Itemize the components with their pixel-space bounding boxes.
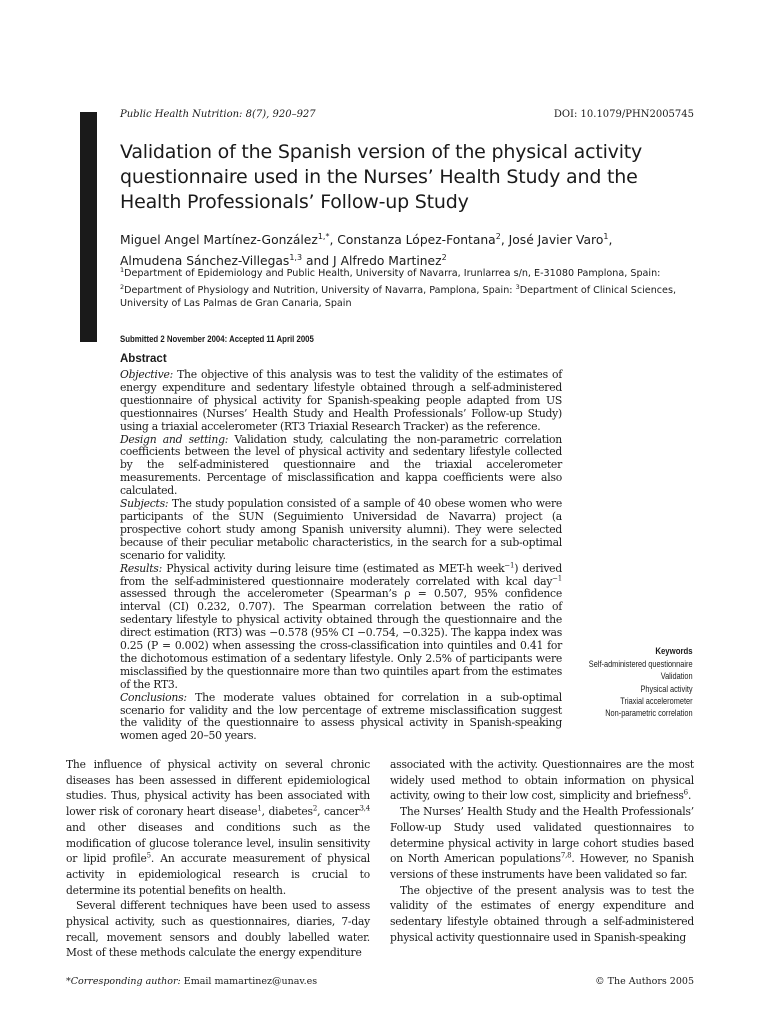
author-name: Miguel Angel Martínez-González xyxy=(120,233,318,248)
copyright: © The Authors 2005 xyxy=(595,976,694,987)
body-paragraph xyxy=(66,757,370,898)
superscript: −1 xyxy=(504,561,515,569)
abstract-design xyxy=(120,434,562,499)
keyword: Non-parametric correlation xyxy=(605,708,693,719)
citation: 3,4 xyxy=(359,804,371,813)
keywords-box xyxy=(566,646,693,719)
abstract-objective xyxy=(120,369,562,434)
section-text: The study population consisted of a sample of 40 obese women who were participants of the SUN (Seguimiento Universidad de Navarra) project (a prospective cohort study among Spanish university alumni). They were selected because of their peculiar metabolic characteristics, in the search for a sub-optimal scenario for validity. xyxy=(120,497,562,562)
footer-label: *Corresponding author: xyxy=(66,976,181,987)
author-name: Almudena Sánchez-Villegas xyxy=(120,254,290,269)
affil-sup: 2 xyxy=(120,282,125,291)
submission-dates: Submitted 2 November 2004: Accepted 11 April 2005 xyxy=(120,334,314,344)
side-black-bar xyxy=(80,112,97,342)
text: The Nurses’ Health Study and the Health Professionals’ Follow-up Study used validated questionnaires to determine physical activity in large cohort studies based on North American populations xyxy=(390,805,694,866)
article-title: Validation of the Spanish version of the physical activity questionnaire used in the Nurses’ Health Study and the Health Professionals’ Follow-up Study xyxy=(120,141,643,213)
author-affil-sup: 1, xyxy=(317,232,326,241)
section-label: Design and setting: xyxy=(120,432,229,446)
corresponding-author xyxy=(66,976,317,987)
author-list: Miguel Angel Martínez-González$^{1,*}$, Constanza López-Fontana$^2$, José Javier Varo$^1$, Almudena Sánchez-Villegas$^{1,3}$ and J Alfredo Martinez$^2$ xyxy=(120,232,613,269)
body-paragraph: The objective of the present analysis was to test the validity of the estimates of energy expenditure and sedentary lifestyle obtained through a self-administered physical activity questionnaire used in Spanish-speaking xyxy=(390,883,694,944)
section-text: The moderate values obtained for correlation in a sub-optimal scenario for validity and the low percentage of extreme misclassification suggest the validity of the questionnaire to assess physical activity in Spanish-speaking women aged 20–50 years. xyxy=(120,690,562,743)
text: associated with the activity. Questionnaires are the most widely used method to obtain information on physical activity, owing to their low cost, simplicity and briefness xyxy=(390,758,694,803)
affiliations xyxy=(120,264,720,311)
text: and other diseases and conditions such as the modification of glucose tolerance level, insulin sensitivity or lipid profile xyxy=(66,820,370,866)
superscript: −1 xyxy=(552,573,562,582)
author-affil-sup: 1,3 xyxy=(289,253,303,263)
citation: 2 xyxy=(312,804,318,813)
citation: 5 xyxy=(146,851,151,860)
body-paragraph xyxy=(390,804,694,883)
body-paragraph: Several different techniques have been used to assess physical activity, such as questionnaires, diaries, 7-day recall, movement sensors and doubly labelled water. Most of these methods calculate the energy expenditure xyxy=(66,899,370,960)
section-text: ) derived from the self-administered questionnaire moderately correlated with kcal day xyxy=(120,561,562,588)
affiliation-2: Department of Physiology and Nutrition, University of Navarra, Pamplona, Spain: xyxy=(124,284,516,296)
body-column-left xyxy=(66,757,370,961)
abstract-conclusions xyxy=(120,692,562,744)
section-text: Validation study, calculating the non-parametric correlation coefficients between the level of physical activity and sedentary lifestyle collected by the self-administered questionnaire and the triaxial accelerometer measurements. Percentage of misclassification and kappa coefficients were also calculated. xyxy=(120,432,562,498)
affiliation-3: Department of Clinical Sciences, University of Las Palmas de Gran Canaria, Spain xyxy=(120,284,677,310)
citation: 6 xyxy=(683,788,688,797)
section-label: Objective: xyxy=(120,368,173,381)
section-label: Subjects: xyxy=(120,497,169,511)
doi: DOI: 10.1079/PHN2005745 xyxy=(553,109,694,120)
affil-sup: 3 xyxy=(515,282,520,291)
author-affil-sup: 2 xyxy=(441,253,447,263)
author-affil-sup: 1 xyxy=(603,232,609,241)
body-column-right xyxy=(390,757,694,945)
author-name: , Constanza López-Fontana xyxy=(329,233,496,248)
keyword: Validation xyxy=(661,671,693,682)
author-email: Email mamartinez@unav.es xyxy=(180,976,318,987)
abstract-heading: Abstract xyxy=(120,353,167,365)
text: The influence of physical activity on several chronic diseases has been assessed in different epidemiological studies. Thus, physical activity has been associated with lower risk of coronary heart disease xyxy=(66,758,370,819)
keyword: Physical activity xyxy=(640,683,693,694)
text: . xyxy=(687,789,692,803)
keyword: Triaxial accelerometer xyxy=(620,695,693,706)
affil-sup: 1 xyxy=(120,266,125,274)
text: , cancer xyxy=(317,805,360,819)
author-name: , José Javier Varo xyxy=(500,233,604,248)
text: . An accurate measurement of physical activity in epidemiological research is crucial to determine its potential benefits on health. xyxy=(66,852,371,897)
abstract-body xyxy=(120,369,562,743)
section-text: The objective of this analysis was to test the validity of the estimates of energy expenditure and sedentary lifestyle obtained through a self-administered questionnaire of physical activity for Spanish-speaking people adapted from US questionnaires (Nurses’ Health Study and Health Professionals’ Follow-up Study) using a triaxial accelerometer (RT3 Triaxial Research Tracker) as the reference. xyxy=(120,368,562,433)
author-name: and J Alfredo Martinez xyxy=(302,254,442,269)
journal-citation: Public Health Nutrition: 8(7), 920–927 xyxy=(120,109,316,120)
affiliation-1: Department of Epidemiology and Public Health, University of Navarra, Irunlarrea s/n, E-31080 Pamplona, Spain: xyxy=(124,268,661,280)
section-text: assessed through the accelerometer (Spearman’s ρ = 0.507, 95% confidence interval (CI) 0.232, 0.707). The Spearman correlation between the ratio of sedentary lifestyle to physical activity obtained through the questionnaire and the direct estimation (RT3) was −0.578 (95% CI −0.754, −0.325). The kappa index was 0.25 (P = 0.002) when assessing the cross-classification into quintiles and 0.41 for the dichotomous estimation of a sedentary lifestyle. Only 2.5% of participants were misclassified by the questionnaire more than two quintiles apart from the estimates of the RT3. xyxy=(120,587,562,691)
abstract-subjects xyxy=(120,498,562,563)
author-affil-sup: 2 xyxy=(495,232,501,241)
citation: 1 xyxy=(257,804,262,813)
section-label: Conclusions: xyxy=(120,690,187,704)
section-label: Results: xyxy=(120,561,162,575)
keywords-heading: Keywords xyxy=(655,646,693,657)
citation: 7,8 xyxy=(560,851,572,860)
abstract-results xyxy=(120,563,562,692)
body-paragraph xyxy=(390,757,694,804)
keyword: Self-administered questionnaire xyxy=(589,659,693,670)
corresponding-asterisk: * xyxy=(325,232,330,241)
text: , diabetes xyxy=(261,805,313,819)
section-text: Physical activity during leisure time (estimated as MET-h week xyxy=(161,561,505,575)
text: . However, no Spanish versions of these instruments have been validated so far. xyxy=(390,852,694,881)
